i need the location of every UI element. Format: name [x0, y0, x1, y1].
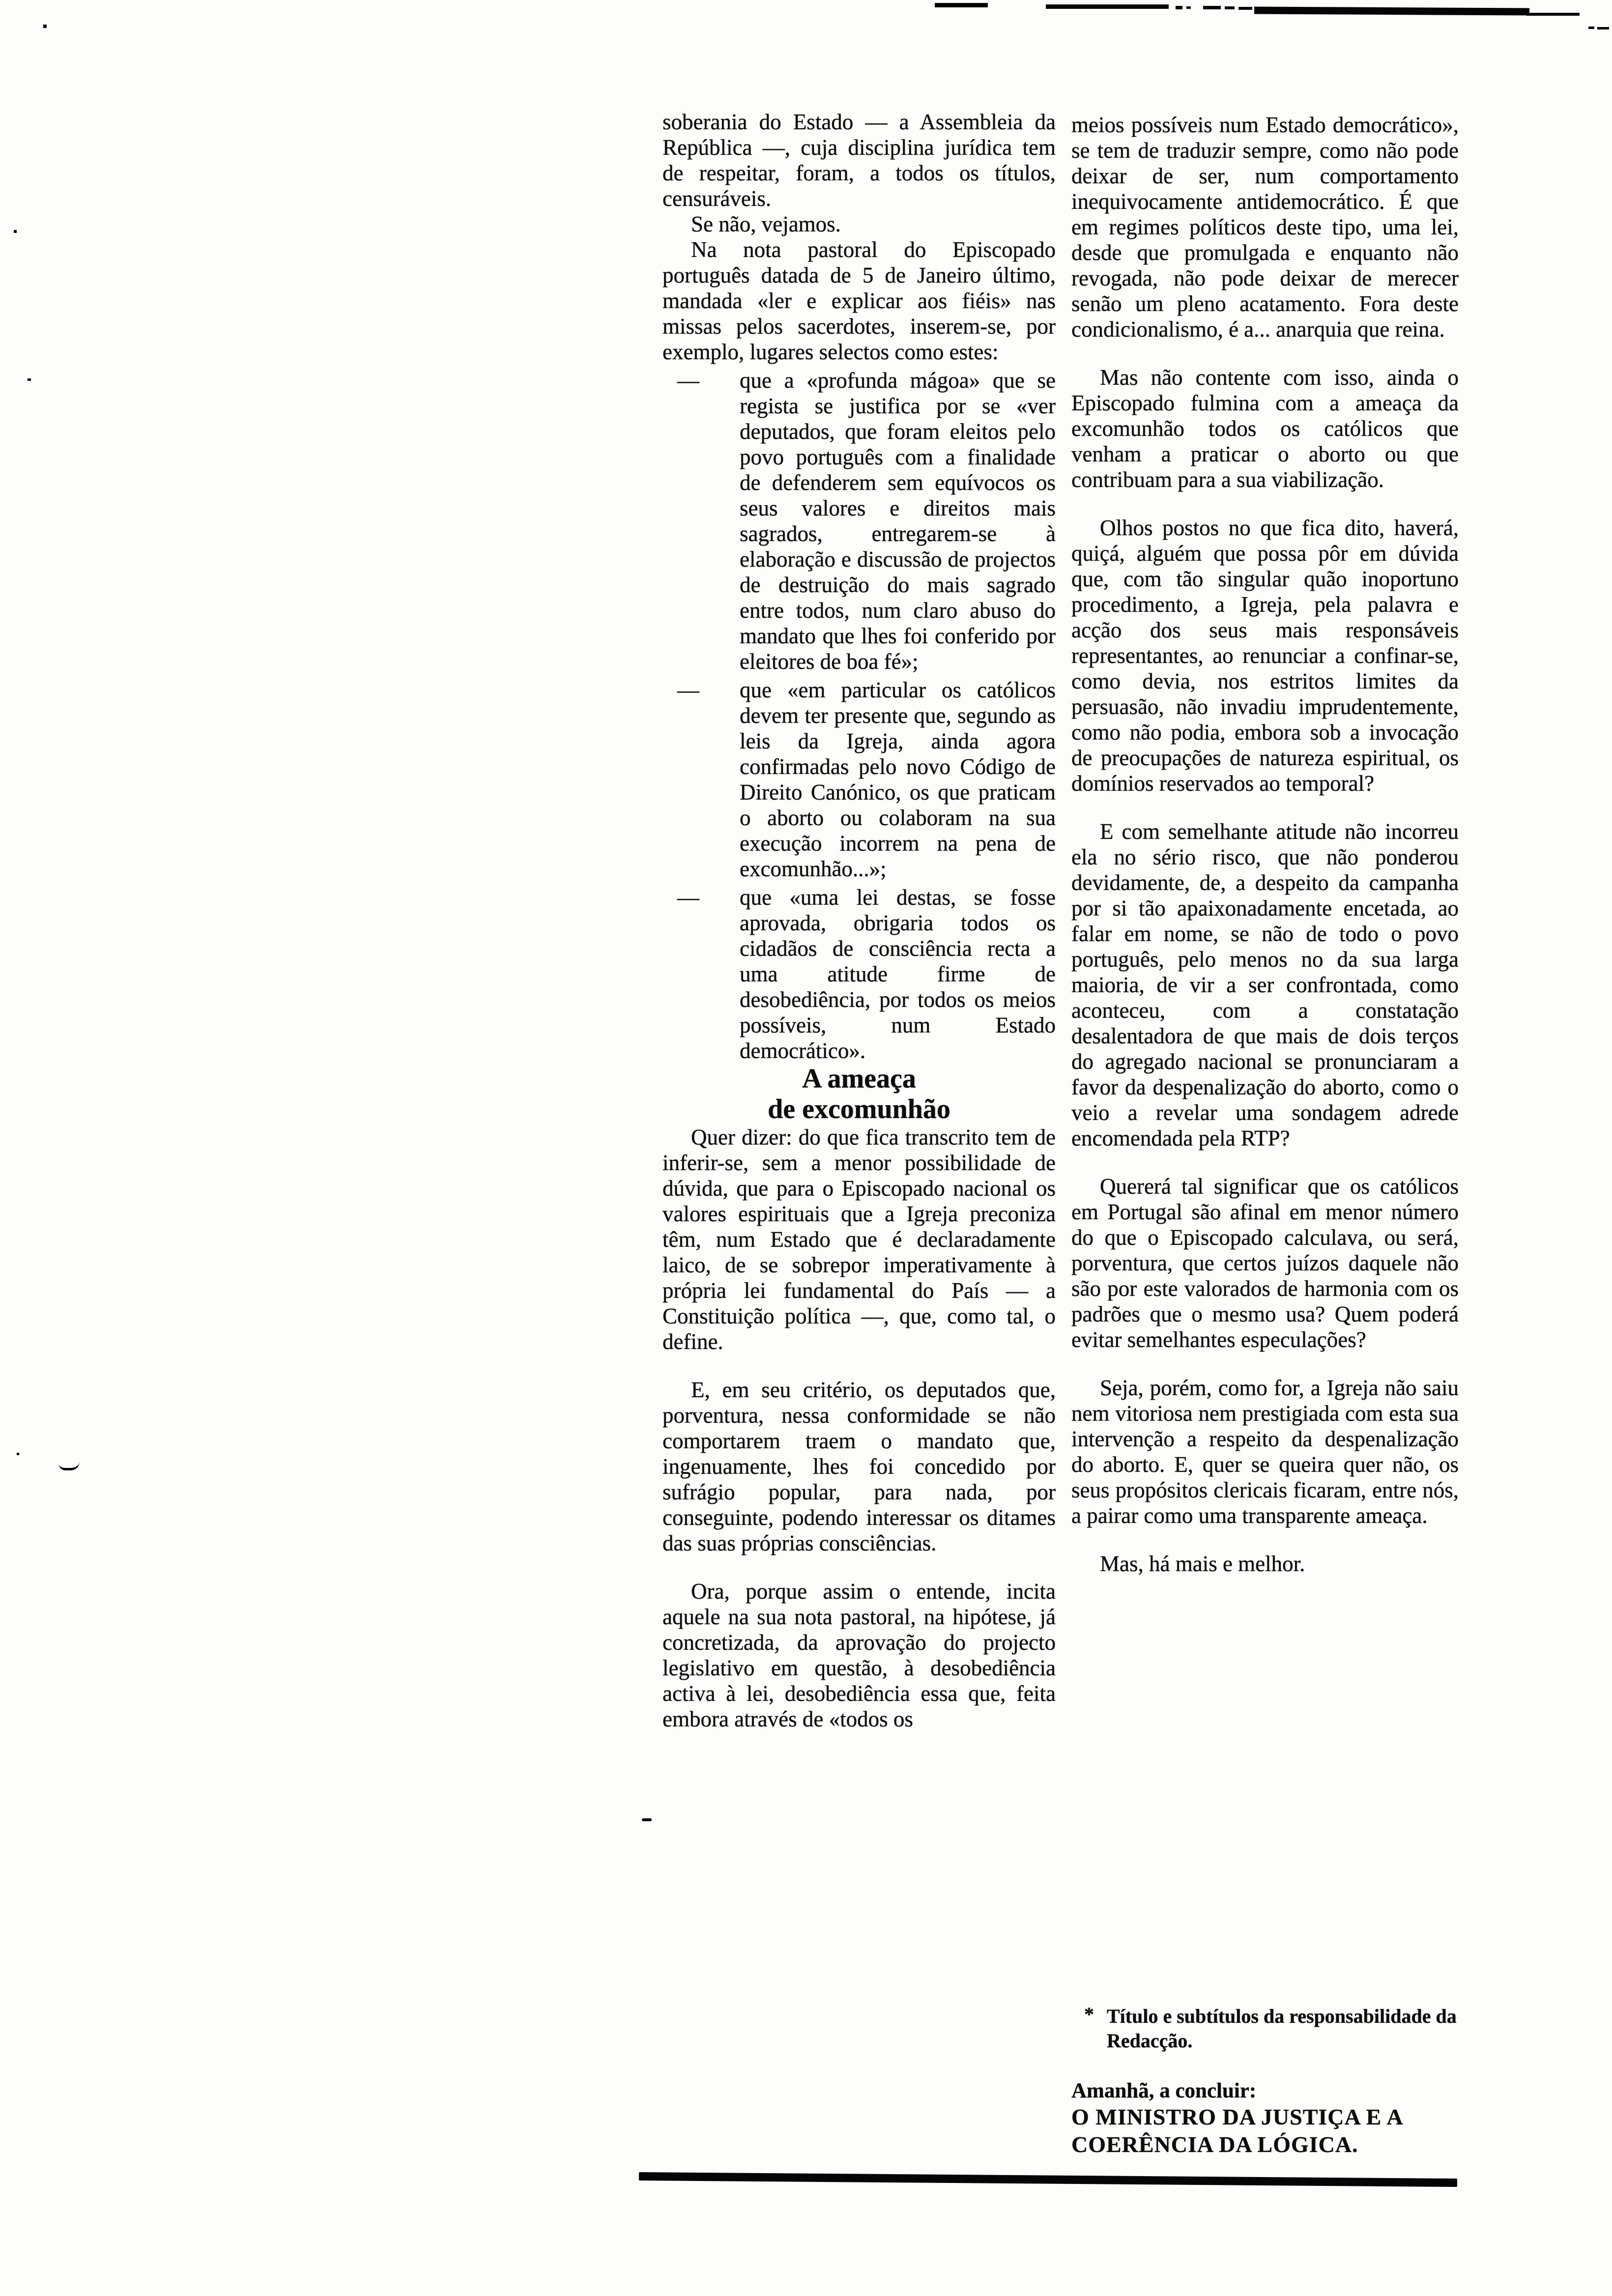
- ink-speck: [14, 230, 17, 233]
- section-heading: [662, 1063, 1056, 1124]
- scan-artifact-top-wedge: [1254, 7, 1529, 16]
- quoted-passages-list: [662, 368, 1056, 1063]
- left-column: [662, 109, 1056, 1732]
- scan-artifact-top-line: [1046, 4, 1169, 9]
- bullet-dash: —: [677, 678, 699, 702]
- right-column: [1071, 112, 1459, 1577]
- footnote-asterisk: *: [1084, 2003, 1094, 2025]
- bottom-rule: [639, 2172, 1457, 2187]
- quoted-passage-item: [662, 368, 1056, 674]
- footnote-text: Título e subtítulos da responsabilidade da Redacção.: [1107, 2005, 1457, 2052]
- paragraph-em-seu-criterio: E, em seu critério, os deputados que, porventura, nessa conformidade se não comportarem traem o mandato que, ingenuamente, lhes foi concedido por sufrágio popular, para nada, por conseguinte, podendo interessar os ditames das suas próprias consciências.: [662, 1378, 1056, 1555]
- scan-artifact-top-line: [935, 3, 988, 7]
- scan-artifact-top-dash: [1225, 6, 1235, 9]
- paragraph-seja-porem: Seja, porém, como for, a Igreja não saiu nem vitoriosa nem prestigiada com esta sua intervenção a respeito da despenalização do aborto. E, quer se queira quer não, os seus propósitos clericais ficaram, entre nós, a pairar como uma transparente ameaça.: [1071, 1376, 1459, 1528]
- ink-swoosh-mark: [59, 1462, 80, 1470]
- ink-speck: [17, 1453, 19, 1455]
- paragraph-e-com-semelhante: E com semelhante atitude não incorreu ela no sério risco, que não ponderou devidamente, de, a despeito da campanha por si tão apaixonadamente encetada, ao falar em nome, se não de todo o povo português, pelo menos no da sua larga maioria, de vir a ser confrontada, como aconteceu, com a constatação desalentadora de que mais de dois terços do agregado nacional se pronunciaram a favor da despenalização do aborto, como o veio a revelar uma sondagem adrede encomendada pela RTP?: [1071, 819, 1459, 1150]
- paragraph-mas-ha-mais: Mas, há mais e melhor.: [1100, 1551, 1305, 1576]
- quoted-passage-item: [662, 677, 1056, 882]
- footer-block: [1071, 2004, 1465, 2158]
- section-heading-line2: de excomunhão: [768, 1094, 950, 1124]
- paragraph-ora: Ora, porque assim o entende, incita aquele na sua nota pastoral, na hipótese, já concretizada, da aprovação do projecto legislativo em questão, à desobediência activa à lei, desobediência essa que, feita embora através de «todos os: [662, 1579, 1056, 1731]
- tomorrow-teaser: [1071, 2079, 1465, 2158]
- editorial-footnote: [1071, 2004, 1465, 2053]
- scan-artifact-top-tick: [1186, 6, 1191, 9]
- paragraph-quer-dizer: Quer dizer: do que fica transcrito tem de inferir-se, sem a menor possibilidade de dúvida, que para o Episcopado nacional os valores espirituais que a Igreja preconiza têm, num Estado que é declaradamente laico, de se sobrepor imperativamente à própria lei fundamental do País — a Constituição política —, que, como tal, o define.: [662, 1125, 1056, 1354]
- scan-artifact-top-dash: [1588, 27, 1594, 29]
- bullet-dash: —: [677, 368, 699, 393]
- paragraph-continuation: soberania do Estado — a Assembleia da República —, cuja disciplina jurídica tem de respeitar, foram, a todos os títulos, censuráveis.: [662, 110, 1056, 211]
- tomorrow-title-line1: O MINISTRO DA JUSTIÇA E A: [1071, 2104, 1404, 2129]
- quoted-passage-item: [662, 885, 1056, 1063]
- paragraph-se-nao-vejamos: Se não, vejamos.: [691, 212, 841, 236]
- tomorrow-label: Amanhã, a concluir:: [1071, 2079, 1257, 2102]
- scan-artifact-top-dash: [1238, 7, 1252, 10]
- paragraph-querera: Quererá tal significar que os católicos em Portugal são afinal em menor número do que o Episcopado calculava, ou será, porventura, que certos juízos daquele não são por este valorados de harmonia com os padrões que o mesmo usa? Quem poderá evitar semelhantes especulações?: [1071, 1174, 1459, 1352]
- tomorrow-title-line2: COERÊNCIA DA LÓGICA.: [1071, 2132, 1358, 2157]
- bullet-dash: —: [677, 885, 699, 910]
- ink-speck: [28, 378, 31, 381]
- section-heading-line1: A ameaça: [802, 1063, 916, 1094]
- paragraph-meios-possiveis: meios possíveis num Estado democrático», se tem de traduzir sempre, como não pode deixar de ser, num comportamento inequivocamente antidemocrático. É que em regimes políticos deste tipo, uma lei, desde que promulgada e enquanto não revogada, não pode deixar de merecer senão um pleno acatamento. Fora deste condicionalismo, é a... anarquia que reina.: [1071, 113, 1459, 342]
- paragraph-mas-nao-contente: Mas não contente com isso, ainda o Episcopado fulmina com a ameaça da excomunhão todos os católicos que venham a praticar o aborto ou que contribuam para a sua viabilização.: [1071, 365, 1459, 492]
- scan-artifact-top-dash: [1203, 6, 1221, 9]
- quoted-passage-text: que «uma lei destas, se fosse aprovada, obrigaria todos os cidadãos de consciência recta a uma atitude firme de desobediência, por todos os meios possíveis, num Estado democrático».: [740, 885, 1056, 1063]
- paragraph-olhos-postos: Olhos postos no que fica dito, haverá, quiçá, alguém que possa pôr em dúvida que, com tão singular quão inoportuno procedimento, a Igreja, pela palavra e acção dos seus mais responsáveis representantes, ao renunciar a confinar-se, como devia, nos estritos limites da persuasão, não invadiu imprudentemente, como não podia, embora sob a invocação de preocupações de natureza espiritual, os domínios reservados ao temporal?: [1071, 516, 1459, 796]
- ink-speck: [642, 1818, 652, 1821]
- scan-artifact-top-dash: [1597, 27, 1609, 29]
- paragraph-nota-pastoral: Na nota pastoral do Episcopado português datada de 5 de Janeiro último, mandada «ler e explicar aos fiéis» nas missas pelos sacerdotes, inserem-se, por exemplo, lugares selectos como estes:: [662, 237, 1056, 364]
- scan-artifact-top-tail: [1526, 13, 1580, 16]
- scan-artifact-top-tick: [1176, 6, 1182, 9]
- ink-speck: [43, 25, 47, 28]
- quoted-passage-text: que a «profunda mágoa» que se regista se justifica por se «ver deputados, que foram eleitos pelo povo português com a finalidade de defenderem sem equívocos os seus valores e direitos mais sagrados, entregarem-se à elaboração e discussão de projectos de destruição do mais sagrado entre todos, num claro abuso do mandato que lhes foi conferido por eleitores de boa fé»;: [740, 368, 1056, 674]
- quoted-passage-text: que «em particular os católicos devem ter presente que, segundo as leis da Igreja, ainda agora confirmadas pelo novo Código de Direito Canónico, os que praticam o aborto ou colaboram na sua execução incorrem na pena de excomunhão...»;: [740, 678, 1056, 881]
